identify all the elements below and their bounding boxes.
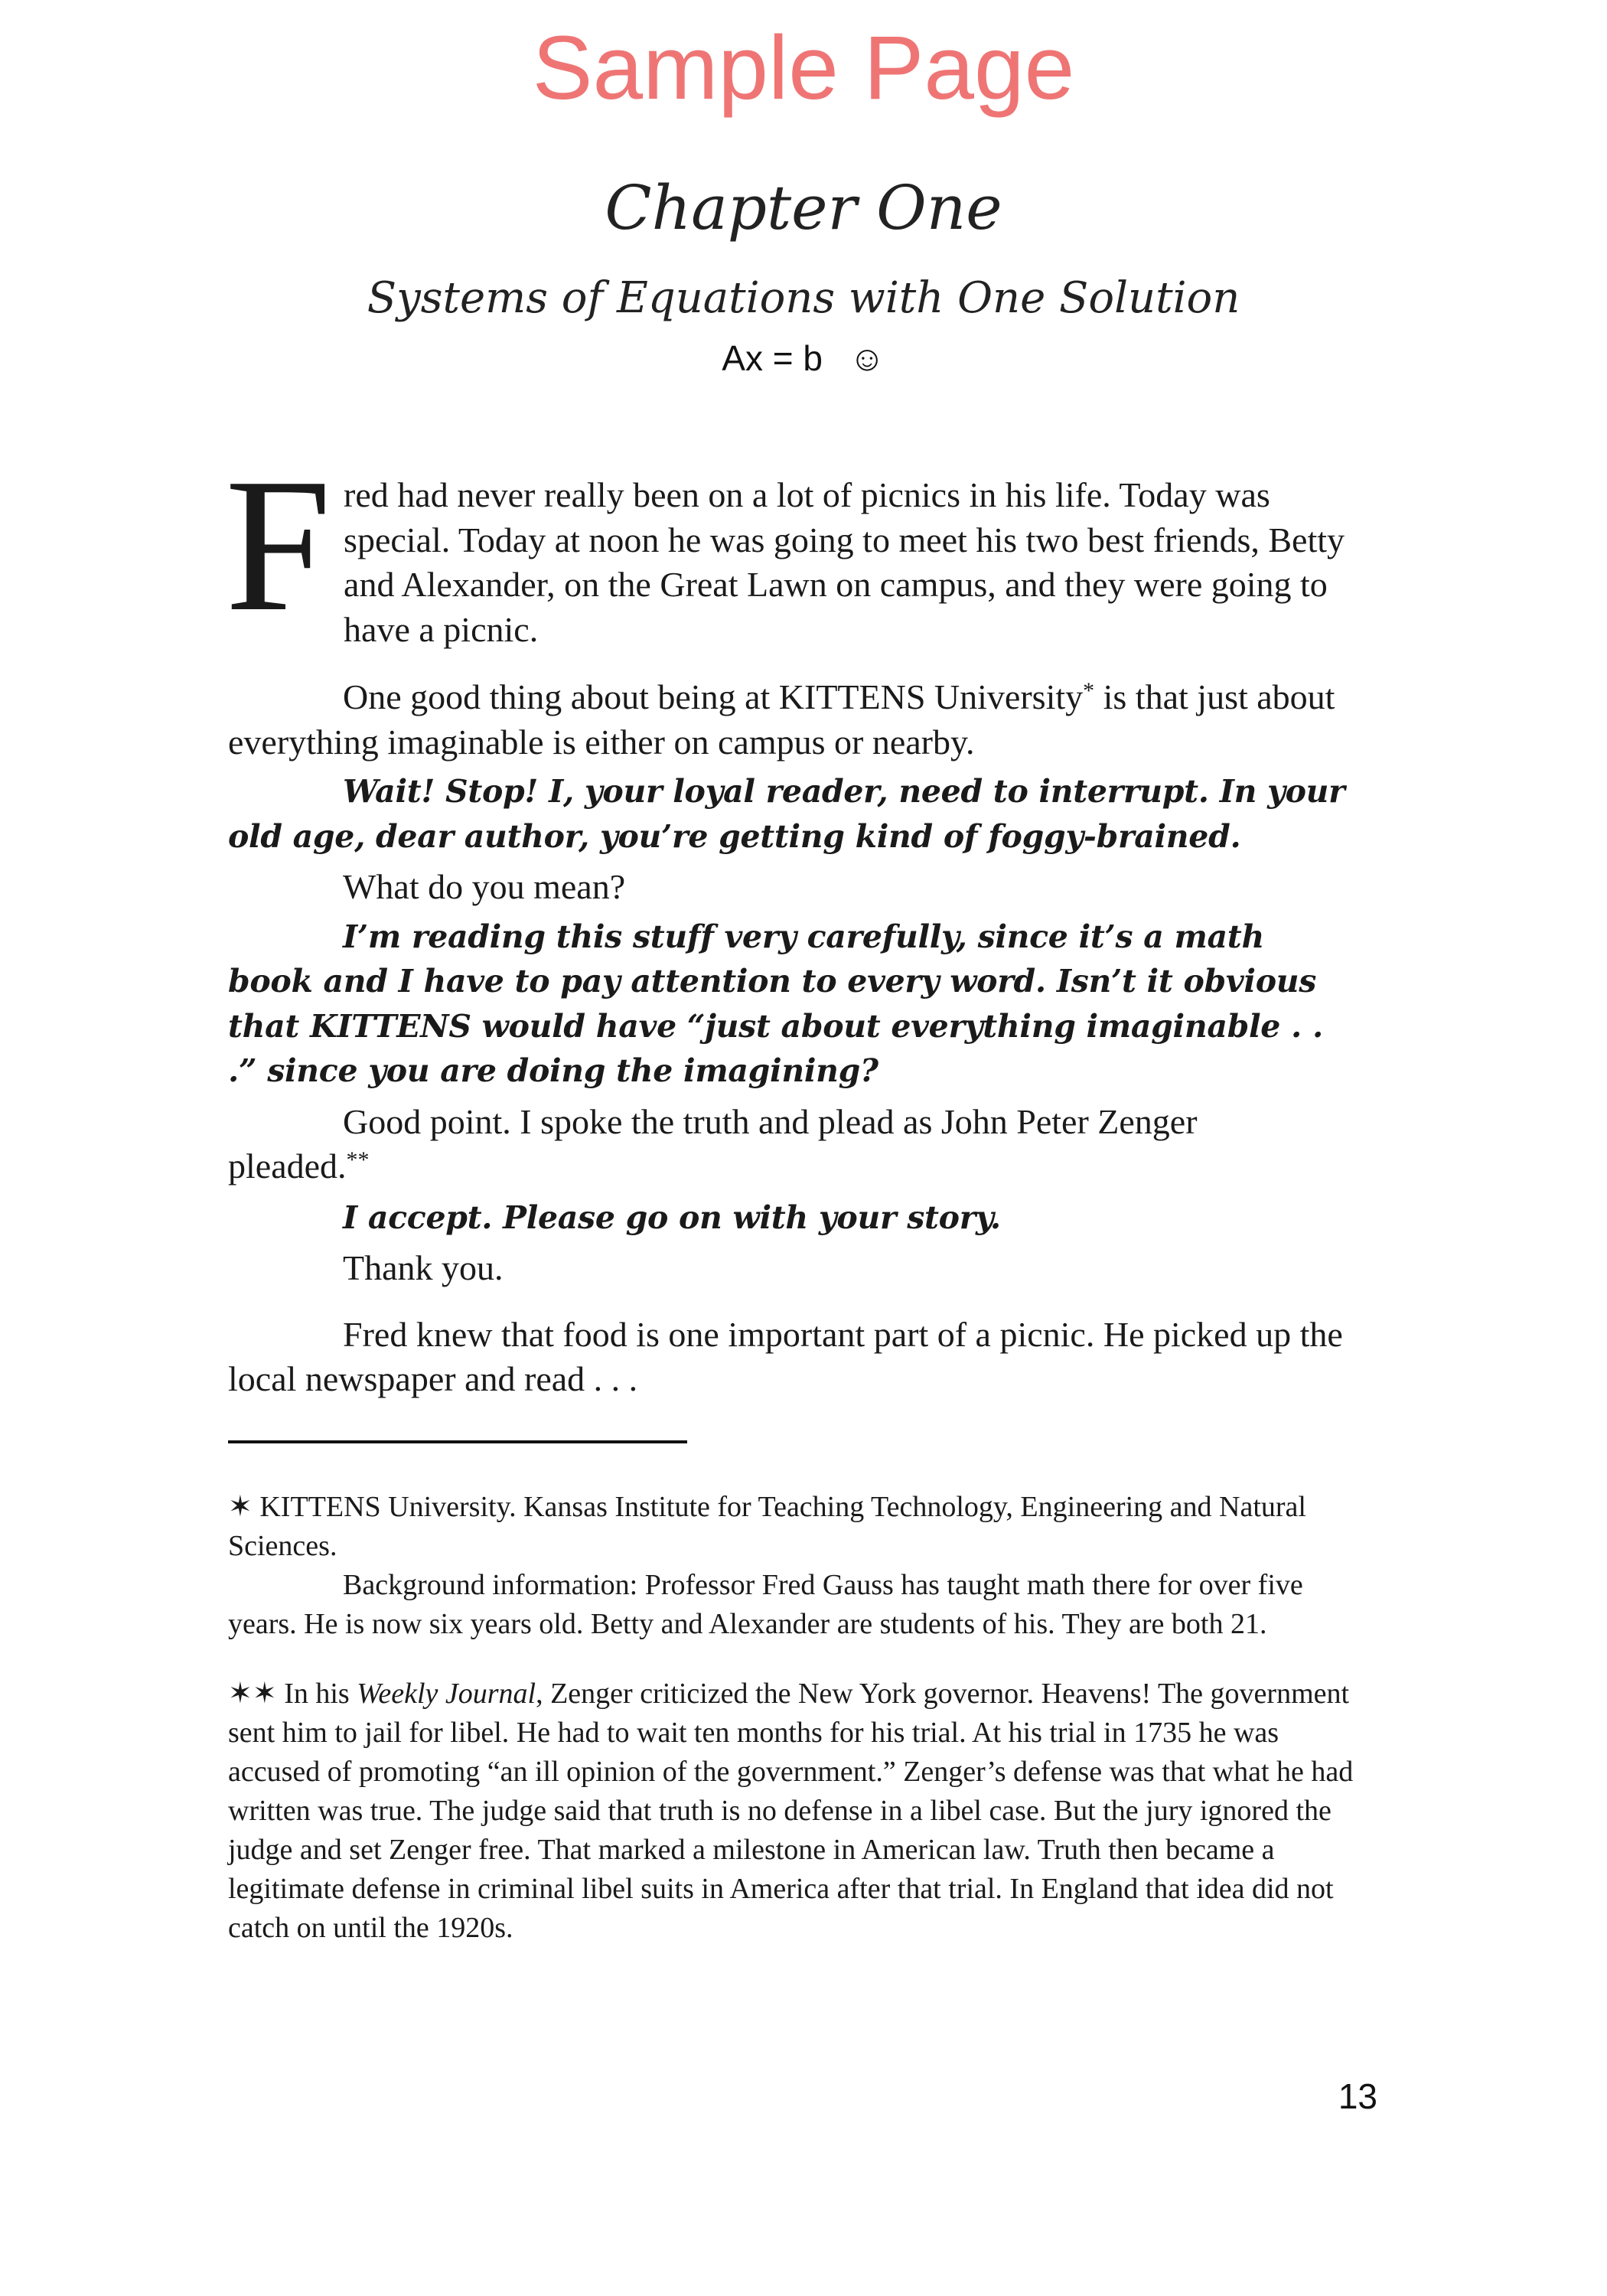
footnote-2-marker: ✶✶ [228, 1678, 277, 1710]
author-question: What do you mean? [343, 867, 626, 906]
author-reply [228, 1100, 1345, 1189]
footnote-1-marker: ✶ [228, 1491, 253, 1523]
kittens-text-end: is that just about everything imaginable is either on campus or nearby. [228, 677, 1335, 762]
chapter-body [225, 439, 1345, 1402]
footnote-divider [228, 1440, 687, 1443]
paragraph-kittens [228, 675, 1345, 765]
footnote-1-text: KITTENS University. Kansas Institute for Teaching Technology, Engineering and Natural Sciences. [228, 1491, 1306, 1562]
footnote-1 [228, 1488, 1376, 1566]
footnote-2-pre: In his [276, 1678, 357, 1710]
paragraph-food: Fred knew that food is one important part of a picnic. He picked up the local newspaper and read . . . [228, 1314, 1343, 1398]
reader-objection: I’m reading this stuff very carefully, since it’s a math book and I have to pay attention to every word. Isn’t it obvious that KITTENS would have “just about everything imaginable . . .” since you are doing the imagining? [228, 918, 1323, 1089]
footnote-1-background: Background information: Professor Fred Gauss has taught math there for over five years. He is now six years old. Betty and Alexander are students of his. They are both 21. [228, 1569, 1303, 1640]
footnote-2-text: , Zenger criticized the New York governor. Heavens! The government sent him to jail for libel. He had to wait ten months for his trial. At his trial in 1735 he was accused of promoting “an ill opinion of the government.” Zenger’s defense was that what he had written was true. The judge said that truth is no defense in a libel case. But the jury ignored the judge and set Zenger free. That marked a milestone in American law. Truth then became a legitimate defense in criminal libel suits in America after that trial. In England that idea did not catch on until the 1920s. [228, 1678, 1354, 1944]
paragraph-opening [225, 439, 1345, 652]
page-number: 13 [1338, 2076, 1377, 2116]
equation-text: Ax = b [722, 338, 823, 378]
chapter-title: Chapter One [605, 172, 1002, 243]
footnotes [228, 1488, 1376, 1948]
drop-cap: F [225, 439, 332, 651]
kittens-text: One good thing about being at KITTENS University [343, 677, 1084, 716]
chapter-equation-line [0, 338, 1607, 378]
author-thanks: Thank you. [343, 1248, 504, 1287]
footnote-marker-1: * [1083, 678, 1095, 703]
footnote-2-journal-title: Weekly Journal [357, 1678, 536, 1710]
footnote-marker-2: ** [346, 1147, 370, 1172]
reader-accept: I accept. Please go on with your story. [343, 1199, 1001, 1236]
chapter-subtitle: Systems of Equations with One Solution [367, 273, 1240, 323]
sample-page-watermark: Sample Page [532, 18, 1075, 119]
smiley-icon: ☺ [849, 338, 885, 378]
footnote-2 [228, 1675, 1376, 1948]
author-reply-text: Good point. I spoke the truth and plead as John Peter Zenger pleaded. [228, 1101, 1198, 1186]
opening-text: red had never really been on a lot of picnics in his life. Today was special. Today at noon he was going to meet his two best friends, Betty and Alexander, on the Great Lawn on campus, and they were going to have a picnic. [344, 475, 1345, 649]
reader-interrupt: Wait! Stop! I, your loyal reader, need to interrupt. In your old age, dear author, you’re getting kind of foggy-brained. [228, 773, 1345, 855]
